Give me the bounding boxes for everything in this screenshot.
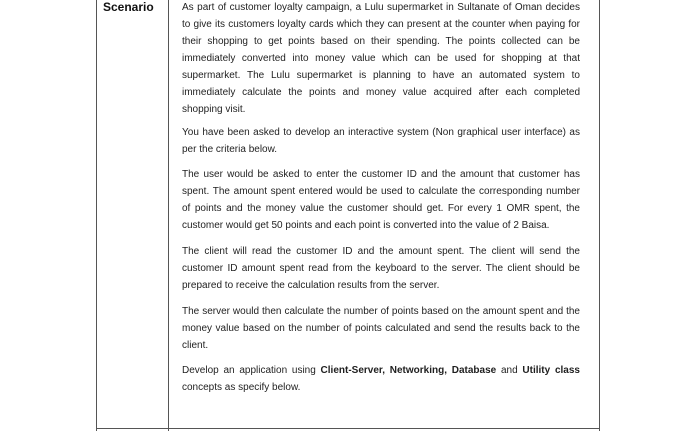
concepts-bold-2: Utility class — [522, 365, 580, 376]
scenario-label: Scenario — [103, 0, 154, 14]
paragraph-develop-instructions — [182, 362, 580, 396]
scenario-description — [182, 0, 580, 396]
scenario-table — [96, 0, 600, 431]
row-divider — [97, 428, 599, 429]
paragraph-task-request: You have been asked to develop an interactive system (Non graphical user interface) as per the criteria below. — [182, 127, 580, 155]
concepts-bold-1: Client-Server, Networking, Database — [320, 365, 497, 376]
paragraph-server-role: The server would then calculate the number of points based on the amount spent and the money value based on the number of points calculated and send the results back to the client. — [182, 306, 580, 351]
paragraph-user-input: The user would be asked to enter the customer ID and the amount that customer has spent. The amount spent entered would be used to calculate the corresponding number of points and the money value the customer should get. For every 1 OMR spent, the customer would get 50 points and each point is converted into the value of 2 Baisa. — [182, 169, 580, 231]
and-text: and — [496, 365, 523, 376]
column-divider — [168, 0, 169, 431]
develop-outro-text: concepts as specify below. — [182, 382, 301, 393]
paragraph-loyalty-campaign: As part of customer loyalty campaign, a Lulu supermarket in Sultanate of Oman decides to give its customers loyalty cards which they can present at the counter when paying for their shopping to get points based on their spending. The points collected can be immediately converted into money value which can be used for shopping at that supermarket. The Lulu supermarket is planning to have an automated system to immediately calculate the points and money value acquired after each completed shopping visit. — [182, 2, 580, 115]
paragraph-client-role: The client will read the customer ID and the amount spent. The client will send the customer ID amount spent read from the keyboard to the server. The client should be prepared to receive the calculation results from the server. — [182, 246, 580, 291]
develop-intro-text: Develop an application using — [182, 365, 321, 376]
